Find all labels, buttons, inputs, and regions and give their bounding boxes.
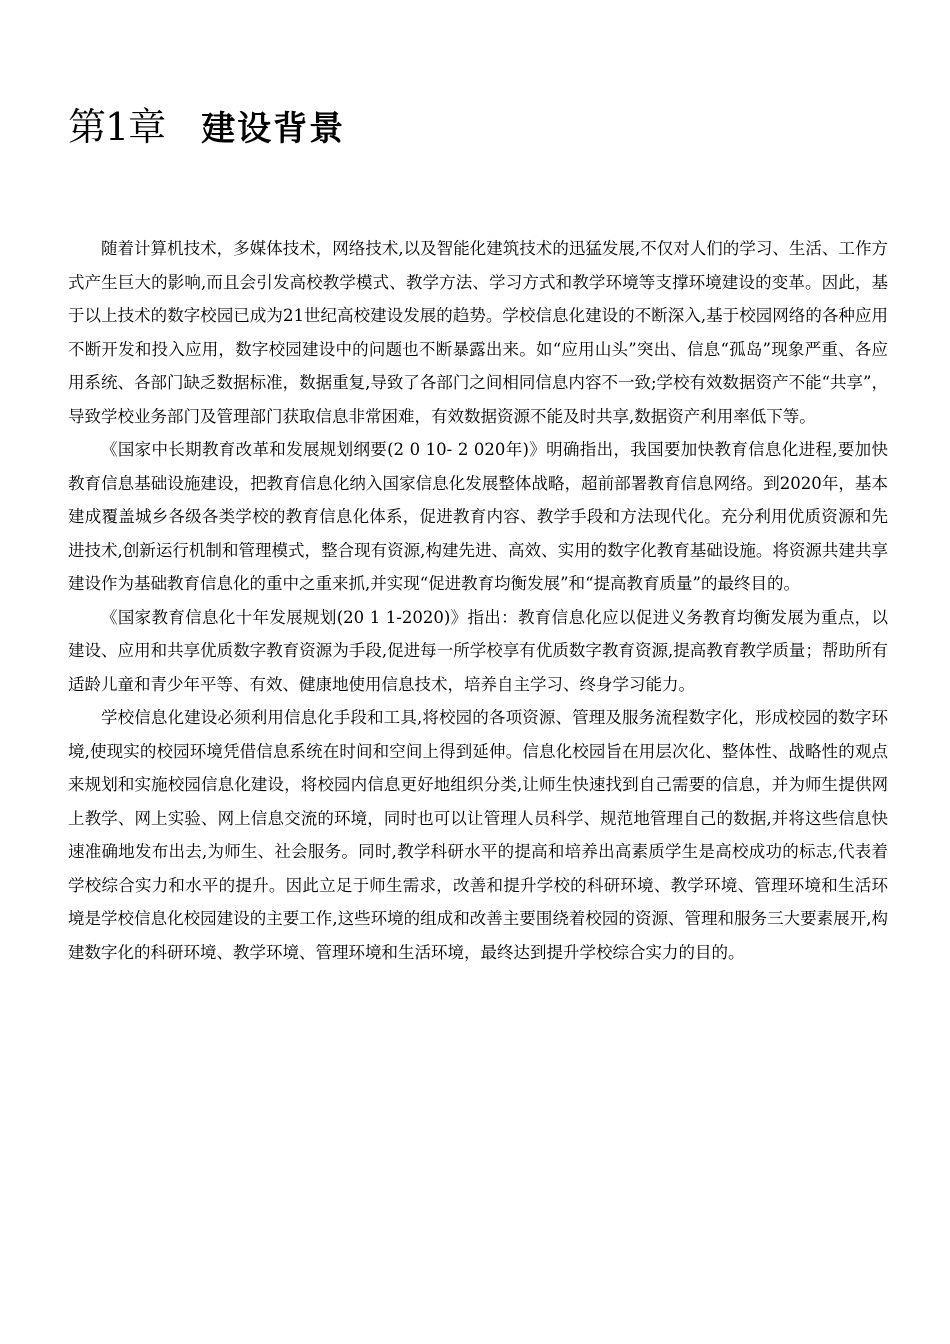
paragraph-national-plan-outline: 《国家中长期教育改革和发展规划纲要(2 0 10- 2 020年)》明确指出，我国要加快教育信息化进程,要加快教育信息基础设施建设，把教育信息化纳入国家信息化发展整体战略，超前部署教育信息网络。到2020年，基本建成覆盖城乡各级各类学校的教育信息化体系，促进教育内容、教学手段和方法现代化。充分利用优质资源和先进技术,创新运行机制和管理模式，整合现有资源,构建先进、高效、实用的数字化教育基础设施。将资源共建共享建设作为基础教育信息化的重中之重来抓,并实现“促进教育均衡发展”和“提高教育质量”的最终目的。 [68, 440, 888, 593]
chapter-title: 建设背景 [201, 109, 346, 149]
paragraph-education-informatization-plan: 《国家教育信息化十年发展规划(20 1 1-2020)》指出：教育信息化应以促进义务教育均衡发展为重点，以建设、应用和共享优质数字教育资源为手段,促进每一所学校享有优质数字教育资源,提高教育教学质量；帮助所有适龄儿童和青少年平等、有效、健康地使用信息技术，培养自主学习、终身学习能力。 [68, 607, 888, 694]
chapter-number: 第1章 [68, 105, 166, 149]
chapter-heading [68, 103, 345, 153]
paragraph-campus-informatization: 学校信息化建设必须利用信息化手段和工具,将校园的各项资源、管理及服务流程数字化，形成校园的数字环境,使现实的校园环境凭借信息系统在时间和空间上得到延伸。信息化校园旨在用层次化、整体性、战略性的观点来规划和实施校园信息化建设，将校园内信息更好地组织分类,让师生快速找到自己需要的信息，并为师生提供网上教学、网上实验、网上信息交流的环境，同时也可以让管理人员科学、规范地管理自己的数据,并将这些信息快速准确地发布出去,为师生、社会服务。同时,教学科研水平的提高和培养出高素质学生是高校成功的标志,代表着学校综合实力和水平的提升。因此立足于师生需求，改善和提升学校的科研环境、教学环境、管理环境和生活环境是学校信息化校园建设的主要工作,这些环境的组成和改善主要围绕着校园的资源、管理和服务三大要素展开,构建数字化的科研环境、教学环境、管理环境和生活环境，最终达到提升学校综合实力的目的。 [68, 708, 888, 962]
body-text [68, 232, 888, 969]
paragraph-background-trend: 随着计算机技术，多媒体技术，网络技术,以及智能化建筑技术的迅猛发展,不仅对人们的学习、生活、工作方式产生巨大的影响,而且会引发高校教学模式、教学方法、学习方式和教学环境等支撑环境建设的变革。因此，基于以上技术的数字校园已成为21世纪高校建设发展的趋势。学校信息化建设的不断深入,基于校园网络的各种应用不断开发和投入应用，数字校园建设中的问题也不断暴露出来。如“应用山头”突出、信息“孤岛”现象严重、各应用系统、各部门缺乏数据标准，数据重复,导致了各部门之间相同信息内容不一致;学校有效数据资产不能“共享”，导致学校业务部门及管理部门获取信息非常困难，有效数据资源不能及时共享,数据资产利用率低下等。 [68, 239, 888, 426]
